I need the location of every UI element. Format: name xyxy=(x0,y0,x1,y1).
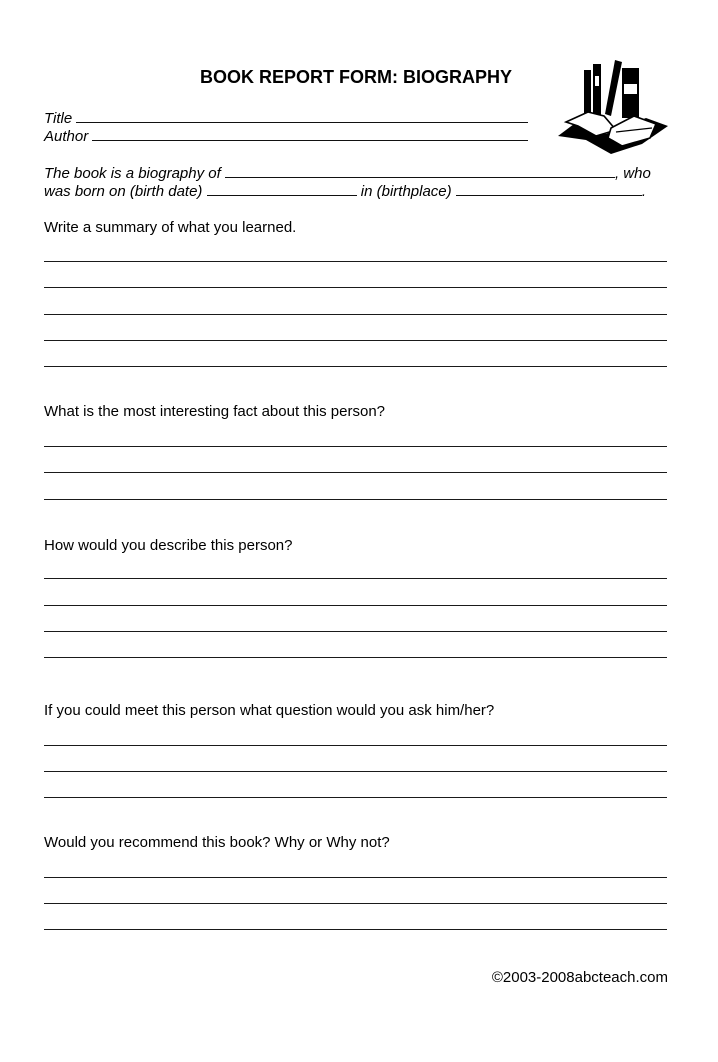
question-recommend-book: Would you recommend this book? Why or Why not? xyxy=(44,834,390,851)
answer-line[interactable] xyxy=(44,929,667,930)
author-input-line[interactable] xyxy=(92,127,528,141)
answer-line[interactable] xyxy=(44,340,667,341)
answer-line[interactable] xyxy=(44,797,667,798)
answer-line[interactable] xyxy=(44,499,667,500)
answer-line[interactable] xyxy=(44,657,667,658)
birth-field xyxy=(44,182,646,200)
author-label: Author xyxy=(44,128,89,145)
answer-line[interactable] xyxy=(44,446,667,447)
answer-line[interactable] xyxy=(44,287,667,288)
answer-line[interactable] xyxy=(44,631,667,632)
birthplace-label: in (birthplace) xyxy=(360,183,452,200)
question-ask-person: If you could meet this person what question would you ask him/her? xyxy=(44,702,495,719)
copyright-text: ©2003-2008abcteach.com xyxy=(491,969,668,986)
page-title: BOOK REPORT FORM: BIOGRAPHY xyxy=(199,67,512,87)
biography-label: The book is a biography of xyxy=(44,165,221,182)
title-input-line[interactable] xyxy=(76,109,528,123)
birth-date-label: was born on (birth date) xyxy=(44,183,203,200)
answer-line[interactable] xyxy=(44,366,667,367)
question-describe-person: How would you describe this person? xyxy=(44,537,293,554)
biography-field xyxy=(44,164,651,182)
answer-line[interactable] xyxy=(44,903,667,904)
books-icon xyxy=(556,56,671,158)
answer-line[interactable] xyxy=(44,745,667,746)
answer-line[interactable] xyxy=(44,578,667,579)
answer-line[interactable] xyxy=(44,261,667,262)
title-field xyxy=(44,109,528,127)
author-field xyxy=(44,127,528,145)
birthplace-input-line[interactable] xyxy=(456,182,642,196)
answer-line[interactable] xyxy=(44,605,667,606)
biography-suffix: , who xyxy=(614,165,651,182)
question-interesting-fact: What is the most interesting fact about this person? xyxy=(44,403,386,420)
biography-subject-input-line[interactable] xyxy=(225,164,615,178)
answer-line[interactable] xyxy=(44,877,667,878)
title-label: Title xyxy=(44,110,73,127)
birthplace-suffix: . xyxy=(641,183,646,200)
answer-line[interactable] xyxy=(44,314,667,315)
birth-date-input-line[interactable] xyxy=(207,182,357,196)
question-summary: Write a summary of what you learned. xyxy=(44,219,297,236)
answer-line[interactable] xyxy=(44,472,667,473)
answer-line[interactable] xyxy=(44,771,667,772)
